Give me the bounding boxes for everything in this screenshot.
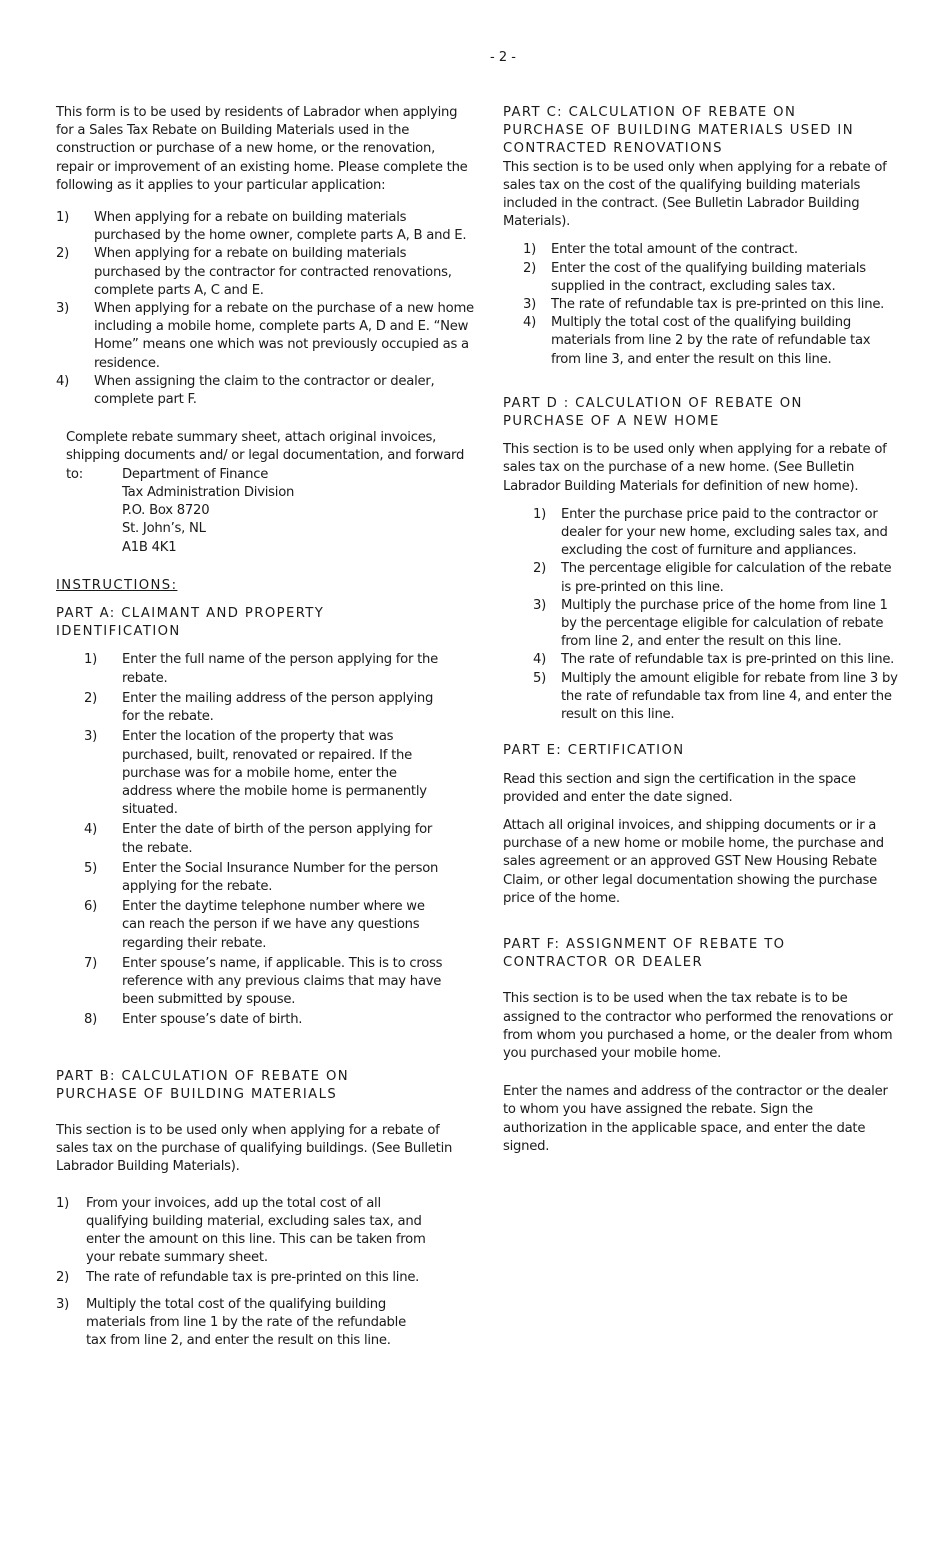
list-item: 3) The rate of refundable tax is pre-printed on this line. — [523, 297, 885, 313]
part-e-paragraph-2: Attach all original invoices, and shipping documents or ir a purchase of a new home or mobile home, the purchase and sales agreement or an approved GST New Housing Rebate Claim, or other legal documentation showing the purchase price of the home. — [503, 817, 884, 906]
part-c-intro: This section is to be used only when applying for a rebate of sales tax on the cost of the qualifying building materials included in the contract. (See Bulletin Labrador Building Materials). — [503, 159, 887, 230]
list-item: 2) The percentage eligible for calculation of the rebate is pre-printed on this line. — [533, 561, 892, 595]
part-d-title: PART D : CALCULATION OF REBATE ON PURCHASE OF A NEW HOME — [503, 395, 803, 430]
list-item: 1) Enter the total amount of the contract. — [523, 242, 798, 258]
part-c-title: PART C: CALCULATION OF REBATE ON PURCHASE OF BUILDING MATERIALS USED IN CONTRACTED RENOVATIONS — [503, 105, 854, 157]
page-number: - 2 - — [490, 50, 516, 65]
list-item: 5) Multiply the amount eligible for rebate from line 3 by the rate of refundable tax from line 4, and enter the result on this line. — [533, 670, 898, 723]
part-c-list — [523, 241, 898, 368]
list-item: 8) Enter spouse’s date of birth. — [84, 1012, 303, 1028]
part-d-list — [533, 506, 898, 724]
list-item: 5) Enter the Social Insurance Number for the person applying for the rebate. — [84, 860, 439, 894]
list-item: 2) The rate of refundable tax is pre-printed on this line. — [56, 1270, 420, 1286]
list-item: 1) When applying for a rebate on building materials purchased by the home owner, complete parts A, B and E. — [56, 210, 467, 244]
part-f-paragraph-1: This section is to be used when the tax rebate is to be assigned to the contractor who performed the renovations or from whom you purchased a home, or the dealer from whom you purchased your mobile home. — [503, 991, 893, 1061]
part-e-title: PART E: CERTIFICATION — [503, 743, 685, 759]
list-item: 4) When assigning the claim to the contractor or dealer, complete part F. — [56, 373, 435, 408]
intro-list — [56, 209, 476, 409]
part-b-intro: This section is to be used only when applying for a rebate of sales tax on the purchase of qualifying buildings. (See Bulletin Labrador Building Materials). — [56, 1122, 453, 1175]
forward-instructions: Complete rebate summary sheet, attach original invoices, shipping documents and/ or legal documentation, and forward to: — [66, 430, 465, 482]
list-item: 1) Enter the full name of the person applying for the rebate. — [84, 652, 439, 686]
list-item: 3) Enter the location of the property that was purchased, built, renovated or repaired. If the purchase was for a mobile home, enter the address where the mobile home is permanently situated. — [84, 729, 427, 818]
part-d-intro: This section is to be used only when applying for a rebate of sales tax on the purchase of a new home. (See Bulletin Labrador Building Materials for definition of new home). — [503, 442, 887, 494]
list-item: 7) Enter spouse’s name, if applicable. This is to cross reference with any previous claims that may have been submitted by spouse. — [84, 955, 443, 1008]
instructions-label: INSTRUCTIONS: — [56, 577, 178, 593]
part-f-title: PART F: ASSIGNMENT OF REBATE TO CONTRACTOR OR DEALER — [503, 936, 786, 971]
list-item: 4) Multiply the total cost of the qualifying building materials from line 2 by the rate of refundable tax from line 3, and enter the result on this line. — [523, 315, 871, 367]
part-e-paragraph-1: Read this section and sign the certification in the space provided and enter the date signed. — [503, 771, 856, 805]
list-item: 3) Multiply the total cost of the qualifying building materials from line 1 by the rate of the refundable tax from line 2, and enter the result on this line. — [56, 1296, 406, 1348]
list-item: 3) When applying for a rebate on the purchase of a new home including a mobile home, complete parts A, D and E. “New Home” means one which was not previously occupied as a residence. — [56, 301, 474, 371]
list-item: 2) Enter the cost of the qualifying building materials supplied in the contract, excluding sales tax. — [523, 260, 866, 294]
intro-paragraph: This form is to be used by residents of Labrador when applying for a Sales Tax Rebate on Building Materials used in the construction or purchase of a new home, or the renovation, repair or improvement of an existing home. Please complete the following as it applies to your particular application: — [56, 105, 468, 193]
list-item: 3) Multiply the purchase price of the home from line 1 by the percentage eligible for calculation of rebate from line 2, and enter the result on this line. — [533, 597, 888, 650]
list-item: 4) The rate of refundable tax is pre-printed on this line. — [533, 652, 895, 668]
part-f-paragraph-2: Enter the names and address of the contractor or the dealer to whom you have assigned the rebate. Sign the authorization in the applicable space, and enter the date signed. — [503, 1084, 888, 1154]
mailing-address: Department of Finance Tax Administration Division P.O. Box 8720 St. John’s, NL A1B 4K1 — [122, 466, 295, 555]
list-item: 4) Enter the date of birth of the person applying for the rebate. — [84, 822, 433, 856]
left-column — [56, 104, 476, 1350]
list-item: 1) From your invoices, add up the total cost of all qualifying building material, excluding sales tax, and enter the amount on this line. This can be taken from your rebate summary sheet. — [56, 1195, 426, 1266]
part-b-list — [56, 1195, 426, 1351]
part-b-title: PART B: CALCULATION OF REBATE ON PURCHASE OF BUILDING MATERIALS — [56, 1068, 350, 1102]
list-item: 1) Enter the purchase price paid to the contractor or dealer for your new home, excluding sales tax, and excluding the cost of furniture and appliances. — [533, 506, 888, 559]
list-item: 2) When applying for a rebate on building materials purchased by the contractor for contracted renovations, complete parts A, C and E. — [56, 246, 452, 298]
list-item: 2) Enter the mailing address of the person applying for the rebate. — [84, 690, 434, 725]
list-item: 6) Enter the daytime telephone number where we can reach the person if we have any questions regarding their rebate. — [84, 899, 425, 951]
part-a-list — [84, 651, 444, 1029]
right-column — [503, 104, 898, 1156]
part-a-title: PART A: CLAIMANT AND PROPERTY IDENTIFICATION — [56, 606, 325, 640]
